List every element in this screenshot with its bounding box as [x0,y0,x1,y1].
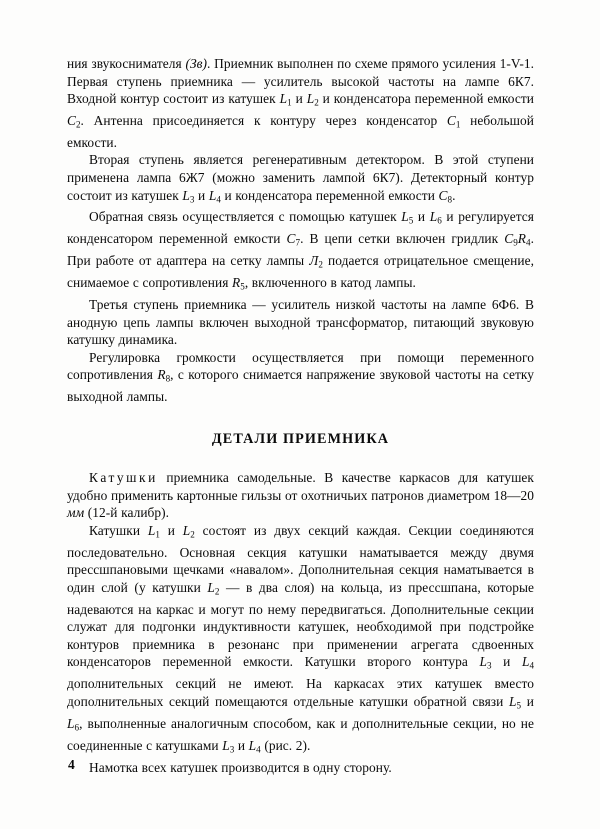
heading-spacer-below [67,448,534,469]
section-heading: ДЕТАЛИ ПРИЕМНИКА [211,430,390,447]
paragraph-8: Намотка всех катушек производится в одну сторону. [89,759,392,775]
text-column [67,55,534,776]
paragraph-3: Обратная связь осуществляется с помощью катушек $L_5$ и $L_6$ и регулируется конденсатором переменной емкости $C_7$. В цепи сетки включен гридлик $C_9R_4$. При работе от адаптера на сетку лампы $Л_2$ подается отрицательное смещение, снимаемое с сопротивления $R_5$, включенного в катод лампы. [67,209,534,292]
paragraph-1: ния звукоснимателя (Зв). Приемник выполнен по схеме прямого усиления 1-V-1. Первая ступень приемника — усилитель высокой частоты на лампе 6К7. Входной контур состоит из катушек $L_1$ и $L_2$ и конденсатора переменной емкости $C_2$. Антенна присоединяется к контуру через конденсатор $C_1$ небольшой емкости. [67,56,534,150]
paragraph-6: Катушки приемника самодельные. В качестве каркасов для катушек удобно применить картонные гильзы от охотничьих патронов диаметром 18—20 мм (12-й калибр). [67,470,534,521]
paragraph-2: Вторая ступень является регенеративным детектором. В этой ступени применена лампа 6Ж7 (можно заменить лампой 6К7). Детекторный контур состоит из катушек $L_3$ и $L_4$ и конденсатора переменной емкости $C_8$. [67,152,534,204]
paragraph-7: Катушки $L_1$ и $L_2$ состоят из двух секций каждая. Секции соединяются последовательно. Основная секция катушки наматывается между двумя прессшпановыми щечками «навалом». Дополнительная секция наматывается в один слой (у катушки $L_2$ — в два слоя) на кольца, из прессшпана, которые надеваются на каркас и могут по нему передвигаться. Дополнительные секции служат для подгонки индуктивности катушек, необходимой при подстройке контуров приемника в резонанс при применении агрегата сдвоенных конденсаторов переменной емкости. Катушки второго контура $L_3$ и $L_4$ дополнительных секций не имеют. На каркасах этих катушек вместо дополнительных секций помещаются отдельные катушки обратной связи $L_5$ и $L_6$, выполненные аналогичным способом, как и дополнительные секции, но не соединенные с катушками $L_3$ и $L_4$ (рис. 2). [67,522,534,755]
paragraph-4: Третья ступень приемника — усилитель низкой частоты на лампе 6Ф6. В анодную цепь лампы включен выходной трансформатор, питающий звуковую катушку динамика. [67,297,534,348]
paragraph-5: Регулировка громкости осуществляется при помощи переменного сопротивления $R_8$, с которого снимается напряжение звуковой частоты на сетку выходной лампы. [67,349,534,405]
page-number: 4 [68,757,75,772]
heading-spacer-above [67,406,534,431]
